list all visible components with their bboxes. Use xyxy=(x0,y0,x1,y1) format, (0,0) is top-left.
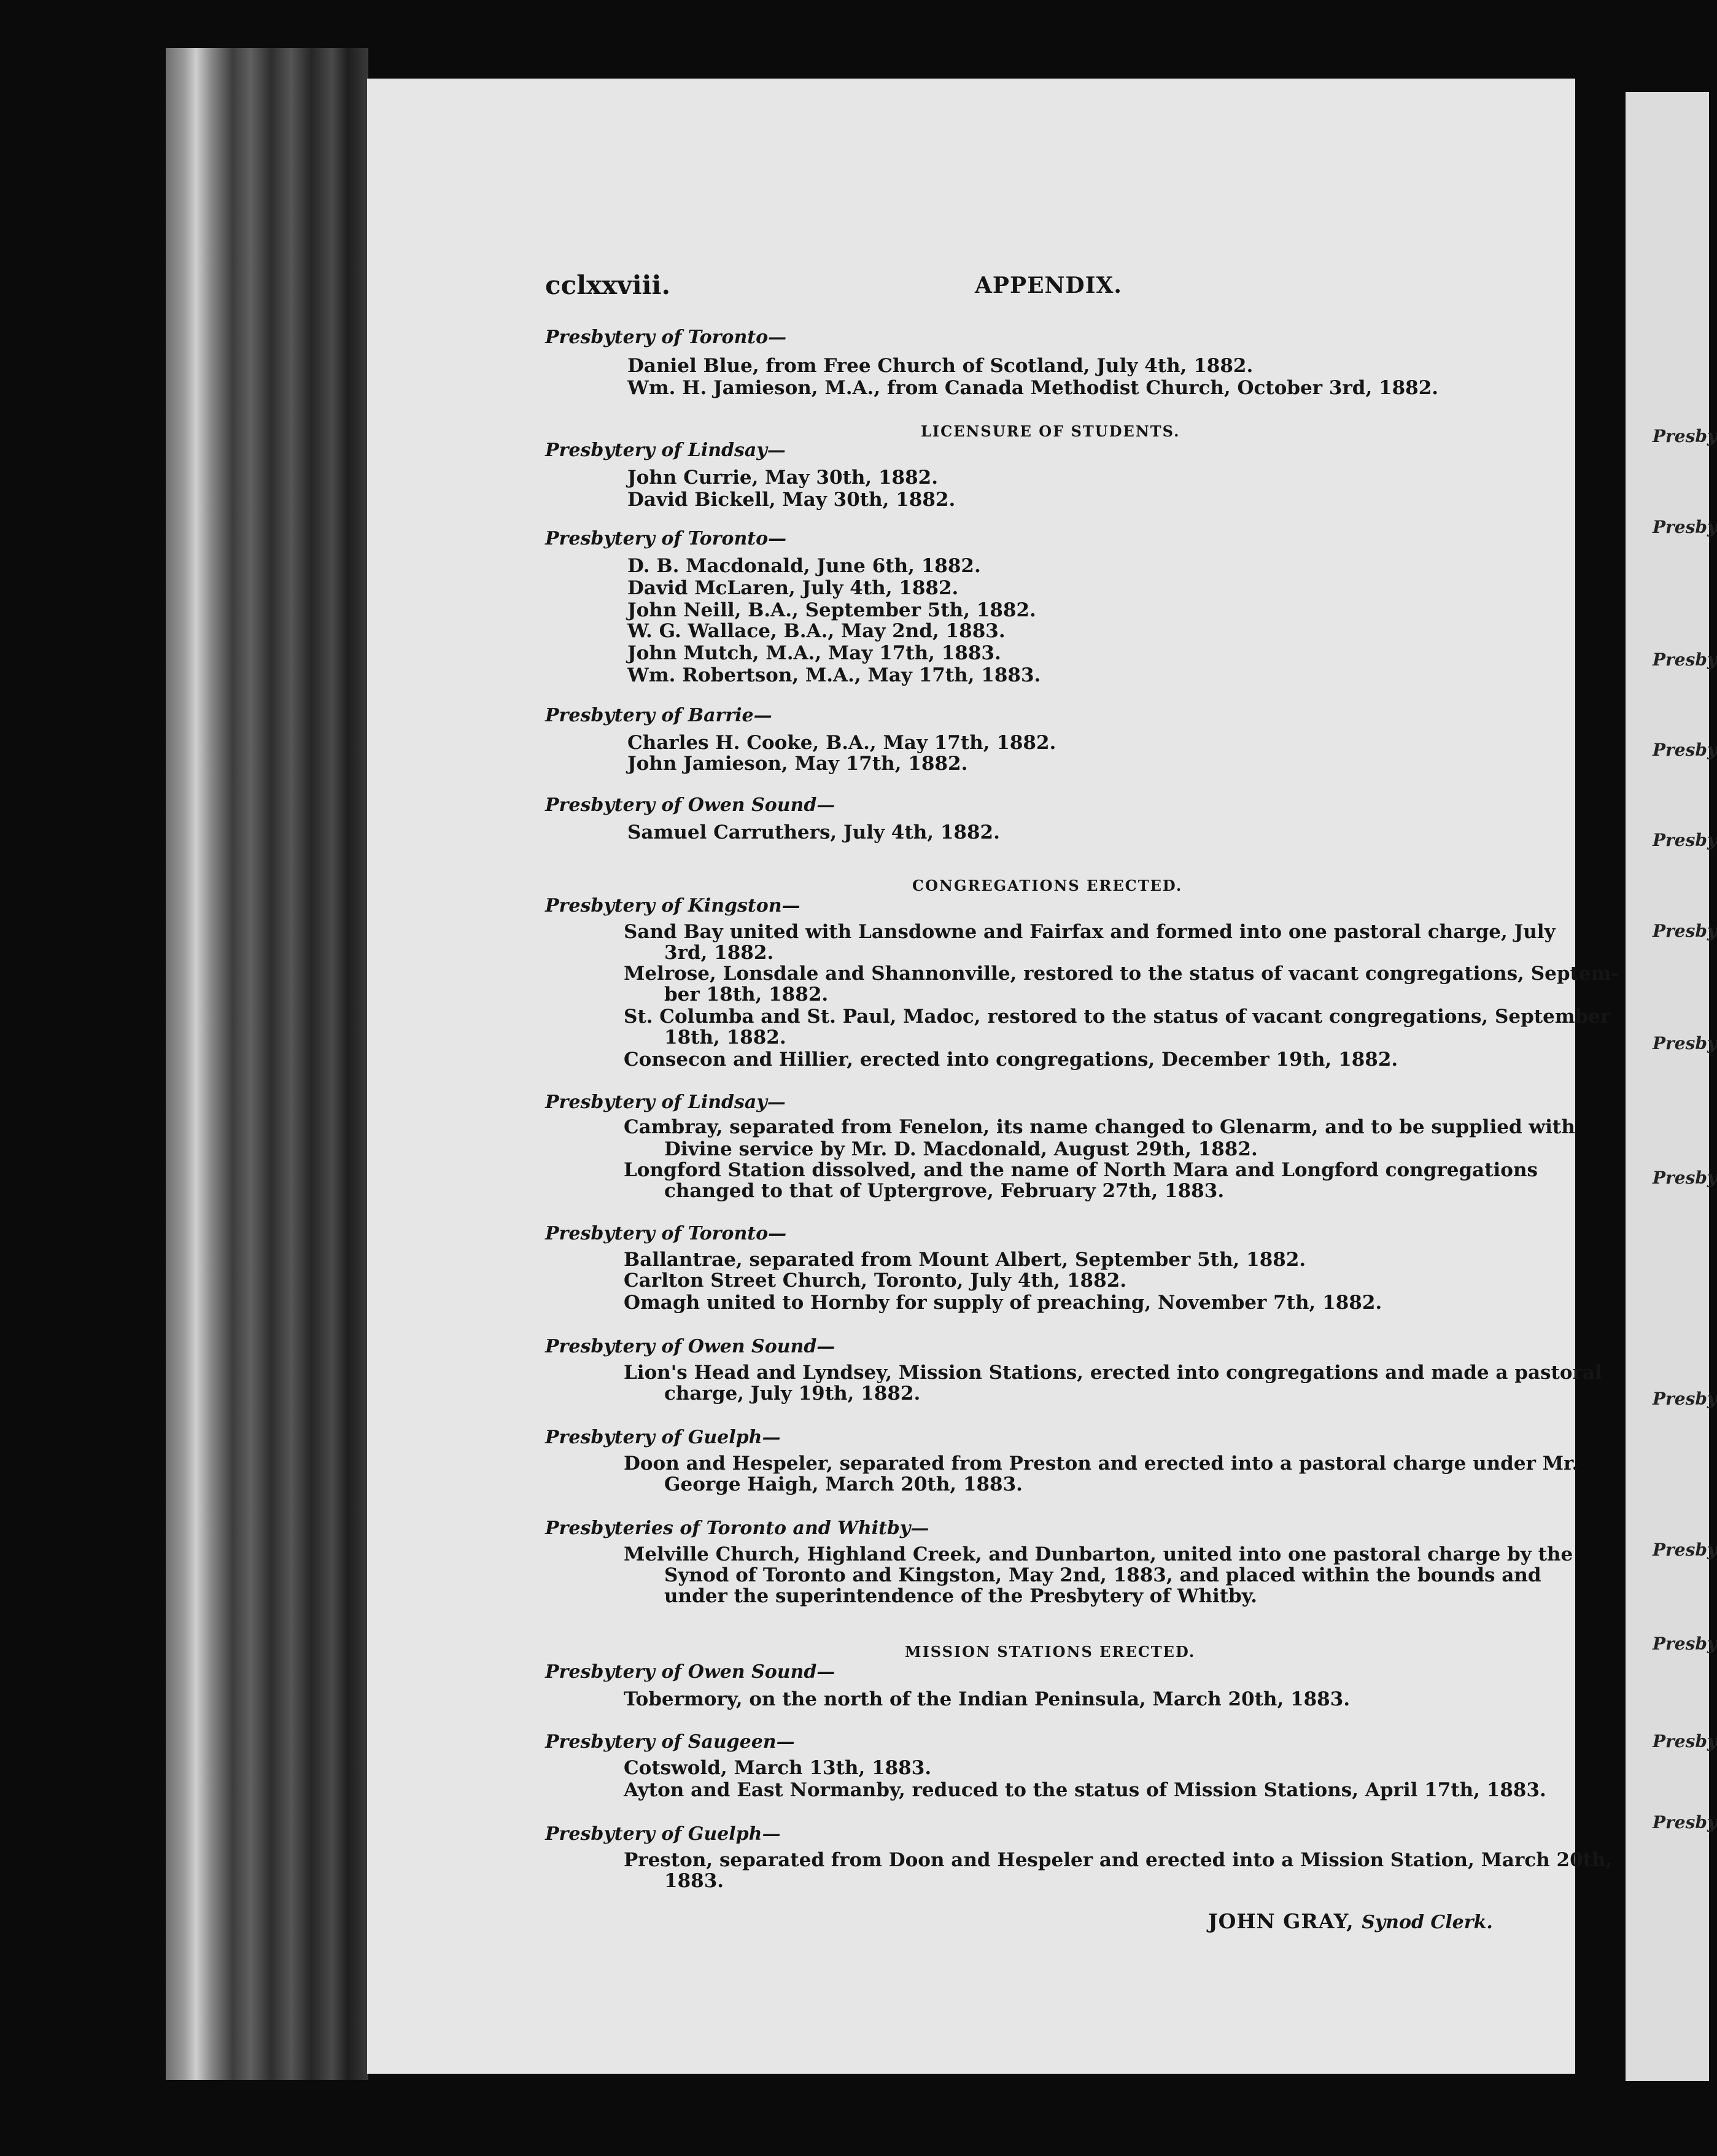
entry-line: 1883. xyxy=(664,1870,724,1892)
entry-line: Melville Church, Highland Creek, and Dunbarton, united into one pastoral charge by the xyxy=(624,1543,1573,1565)
entry-line: John Currie, May 30th, 1882. xyxy=(627,467,939,489)
entry-line: under the superintendence of the Presbytery of Whitby. xyxy=(664,1585,1257,1607)
entry-line: Preston, separated from Doon and Hespeler and erected into a Mission Station, March 20th, xyxy=(624,1849,1613,1871)
presbytery-heading: Presbytery of Lindsay— xyxy=(545,440,786,461)
entry-line: Consecon and Hillier, erected into congregations, December 19th, 1882. xyxy=(624,1049,1398,1071)
next-page-edge xyxy=(1626,92,1717,2081)
entry-line: Ayton and East Normanby, reduced to the status of Mission Stations, April 17th, 1883. xyxy=(624,1779,1546,1801)
next-page-label: Presby xyxy=(1653,650,1717,670)
entry-line: Wm. H. Jamieson, M.A., from Canada Methodist Church, October 3rd, 1882. xyxy=(627,377,1439,399)
entry-line: Tobermory, on the north of the Indian Peninsula, March 20th, 1883. xyxy=(624,1688,1351,1710)
entry-line: Daniel Blue, from Free Church of Scotland, July 4th, 1882. xyxy=(627,355,1254,377)
entry-line: Synod of Toronto and Kingston, May 2nd, 1883, and placed within the bounds and xyxy=(664,1564,1541,1586)
next-page-label: Presby xyxy=(1653,1634,1717,1654)
entry-line: W. G. Wallace, B.A., May 2nd, 1883. xyxy=(627,620,1006,642)
page-heading: APPENDIX. xyxy=(975,273,1122,298)
next-page-label: Presby xyxy=(1653,1033,1717,1053)
next-page-label: Presby xyxy=(1653,740,1717,760)
presbytery-heading: Presbytery of Lindsay— xyxy=(545,1092,786,1113)
entry-line: Lion's Head and Lyndsey, Mission Stations, erected into congregations and made a pastoral xyxy=(624,1362,1602,1384)
entry-line: D. B. Macdonald, June 6th, 1882. xyxy=(627,555,981,577)
entry-line: Omagh united to Hornby for supply of preaching, November 7th, 1882. xyxy=(624,1292,1382,1314)
presbytery-heading: Presbytery of Guelph— xyxy=(545,1427,781,1448)
entry-line: ber 18th, 1882. xyxy=(664,983,829,1006)
next-page-label: Presby xyxy=(1653,1168,1717,1188)
entry-line: changed to that of Uptergrove, February 27th, 1883. xyxy=(664,1180,1225,1202)
presbytery-heading: Presbytery of Owen Sound— xyxy=(545,1661,835,1683)
presbytery-heading: Presbytery of Owen Sound— xyxy=(545,794,835,816)
entry-line: Charles H. Cooke, B.A., May 17th, 1882. xyxy=(627,732,1056,754)
entry-line: Melrose, Lonsdale and Shannonville, restored to the status of vacant congregations, Septem- xyxy=(624,963,1619,985)
entry-line: John Neill, B.A., September 5th, 1882. xyxy=(627,599,1036,621)
entry-line: Sand Bay united with Lansdowne and Fairfax and formed into one pastoral charge, July xyxy=(624,921,1556,943)
presbytery-heading: Presbytery of Owen Sound— xyxy=(545,1336,835,1357)
entry-line: Carlton Street Church, Toronto, July 4th, 1882. xyxy=(624,1270,1127,1292)
signature-name: JOHN GRAY, xyxy=(1208,1909,1354,1933)
presbytery-heading: Presbytery of Toronto— xyxy=(545,327,787,348)
next-page-label: Presby xyxy=(1653,1540,1717,1560)
presbytery-heading: Presbytery of Toronto— xyxy=(545,1223,787,1244)
signature xyxy=(1208,1909,1493,1933)
entry-line: St. Columba and St. Paul, Madoc, restored to the status of vacant congregations, September xyxy=(624,1006,1611,1028)
presbytery-heading: Presbytery of Barrie— xyxy=(545,705,772,726)
next-page-label: Presby xyxy=(1653,830,1717,850)
next-page-label: Presby xyxy=(1653,1389,1717,1409)
presbytery-heading: Presbytery of Saugeen— xyxy=(545,1731,795,1753)
presbytery-heading: Presbytery of Toronto— xyxy=(545,528,787,549)
book-spine-edge xyxy=(166,48,368,2080)
section-heading: MISSION STATIONS ERECTED. xyxy=(905,1643,1196,1661)
entry-line: Divine service by Mr. D. Macdonald, August 29th, 1882. xyxy=(664,1138,1258,1160)
entry-line: 18th, 1882. xyxy=(664,1026,786,1049)
entry-line: charge, July 19th, 1882. xyxy=(664,1382,921,1405)
entry-line: George Haigh, March 20th, 1883. xyxy=(664,1473,1023,1495)
section-heading: LICENSURE OF STUDENTS. xyxy=(921,422,1180,440)
next-page-label: Presby xyxy=(1653,426,1717,446)
presbytery-heading: Presbytery of Kingston— xyxy=(545,895,800,917)
entry-line: 3rd, 1882. xyxy=(664,942,774,964)
section-heading: CONGREGATIONS ERECTED. xyxy=(912,877,1183,894)
entry-line: David McLaren, July 4th, 1882. xyxy=(627,577,959,599)
entry-line: Ballantrae, separated from Mount Albert, September 5th, 1882. xyxy=(624,1249,1306,1271)
entry-line: Cambray, separated from Fenelon, its name changed to Glenarm, and to be supplied with xyxy=(624,1116,1575,1138)
entry-line: Samuel Carruthers, July 4th, 1882. xyxy=(627,821,1000,843)
presbytery-heading: Presbyteries of Toronto and Whitby— xyxy=(545,1518,929,1539)
next-page-label: Presby xyxy=(1653,921,1717,941)
next-page-label: Presby xyxy=(1653,517,1717,537)
presbytery-heading: Presbytery of Guelph— xyxy=(545,1823,781,1845)
next-page-label: Presby xyxy=(1653,1731,1717,1751)
entry-line: Cotswold, March 13th, 1883. xyxy=(624,1757,932,1779)
next-page-label: Presby xyxy=(1653,1812,1717,1832)
entry-line: David Bickell, May 30th, 1882. xyxy=(627,489,956,511)
entry-line: John Mutch, M.A., May 17th, 1883. xyxy=(627,642,1001,664)
page-number: cclxxviii. xyxy=(545,270,671,300)
entry-line: Longford Station dissolved, and the name of North Mara and Longford congregations xyxy=(624,1159,1538,1181)
entry-line: John Jamieson, May 17th, 1882. xyxy=(627,753,968,775)
signature-title: Synod Clerk. xyxy=(1362,1912,1493,1933)
entry-line: Wm. Robertson, M.A., May 17th, 1883. xyxy=(627,664,1041,686)
entry-line: Doon and Hespeler, separated from Preston and erected into a pastoral charge under Mr. xyxy=(624,1452,1579,1475)
